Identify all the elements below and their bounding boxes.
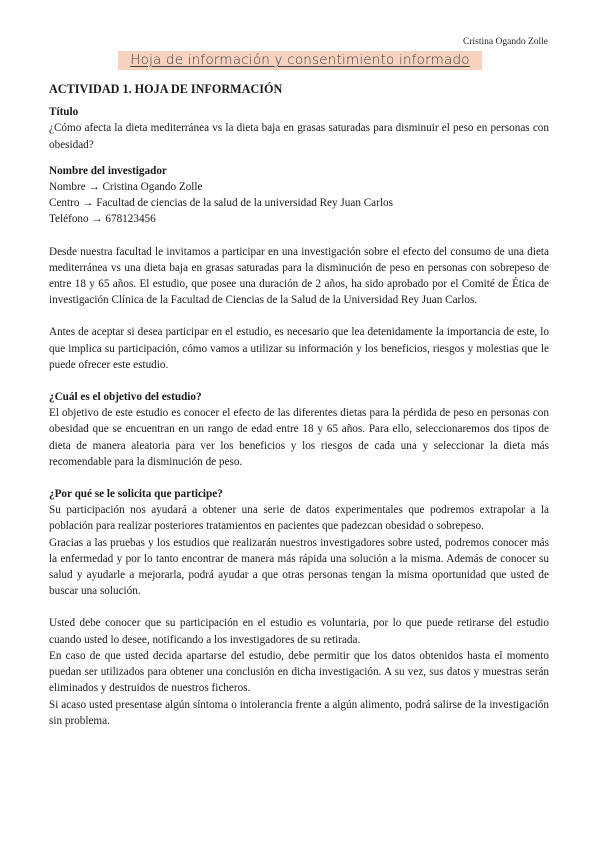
title-text: ¿Cómo afecta la dieta mediterránea vs la dieta baja en grasas saturadas para disminuir el peso en personas con obesidad? <box>49 122 549 151</box>
why-paragraph: Gracias a las pruebas y los estudios que realizarán nuestros investigadores sobre usted, podremos conocer más la enfermedad y por lo tanto encontrar de manera más rápida una solución a la misma. Además de conocer su salud y ayudarle a mejorarla, podrá ayudar a que otras personas tengan la misma oportunidad que usted de buscar una solución. <box>49 536 549 598</box>
why-heading: ¿Por qué se le solicita que participe? <box>49 488 223 501</box>
researcher-heading: Nombre del investigador <box>49 164 167 177</box>
objective-text: El objetivo de este estudio es conocer el efecto de las diferentes dietas para la pérdida de peso en personas con obesidad que se encuentran en un rango de edad entre 18 y 65 años. Para ello, seleccionaremos dos tipos de dieta de manera aleatoria para ver los beneficios y los riesgos de cada una y seleccionar la dieta más recomendable para la disminución de peso. <box>49 407 549 468</box>
title-heading: Título <box>49 106 79 119</box>
researcher-phone: Teléfono → 678123456 <box>49 213 156 226</box>
voluntary-paragraph: En caso de que usted decida apartarse del estudio, debe permitir que los datos obtenidos hasta el momento puedan ser utilizados para obtener una conclusión en dicha investigación. A su vez, sus datos y muestras serán eliminados y destruidos de nuestros ficheros. <box>49 649 549 695</box>
objective-heading: ¿Cuál es el objetivo del estudio? <box>49 391 202 404</box>
voluntary-paragraph: Usted debe conocer que su participación en el estudio es voluntaria, por lo que puede retirarse del estudio cuando usted lo desee, notificando a los investigadores de su retirada. <box>49 617 549 646</box>
intro-paragraph: Desde nuestra facultad le invitamos a participar en una investigación sobre el efecto del consumo de una dieta mediterránea vs una dieta baja en grasas saturadas para la disminución de peso en personas con sobrepeso de entre 18 y 65 años. El estudio, que posee una duración de 2 años, ha sido aprobado por el Comité de Ética de investigación Clínica de la Facultad de Ciencias de la Salud de la Universidad Rey Juan Carlos. <box>49 245 549 307</box>
activity-heading: ACTIVIDAD 1. HOJA DE INFORMACIÓN <box>49 82 283 96</box>
researcher-center: Centro → Facultad de ciencias de la salud de la universidad Rey Juan Carlos <box>49 197 393 210</box>
author-name: Cristina Ogando Zolle <box>463 37 548 47</box>
voluntary-paragraph: Si acaso usted presentase algún síntoma o intolerancia frente a algún alimento, podrá salirse de la investigación sin problema. <box>49 698 549 727</box>
intro-paragraph: Antes de aceptar si desea participar en el estudio, es necesario que lea detenidamente la importancia de este, lo que implica su participación, cómo vamos a utilizar su información y los beneficios, riesgos y molestias que le puede ofrecer este estudio. <box>49 326 549 371</box>
why-paragraph: Su participación nos ayudará a obtener una serie de datos experimentales que podremos extrapolar a la población para realizar posteriores tratamientos en pacientes que padezcan obesidad o sobrepeso. <box>49 504 549 533</box>
document-title: Hoja de información y consentimiento informado <box>118 51 482 70</box>
researcher-name: Nombre → Cristina Ogando Zolle <box>49 181 203 194</box>
document-body <box>49 81 549 729</box>
